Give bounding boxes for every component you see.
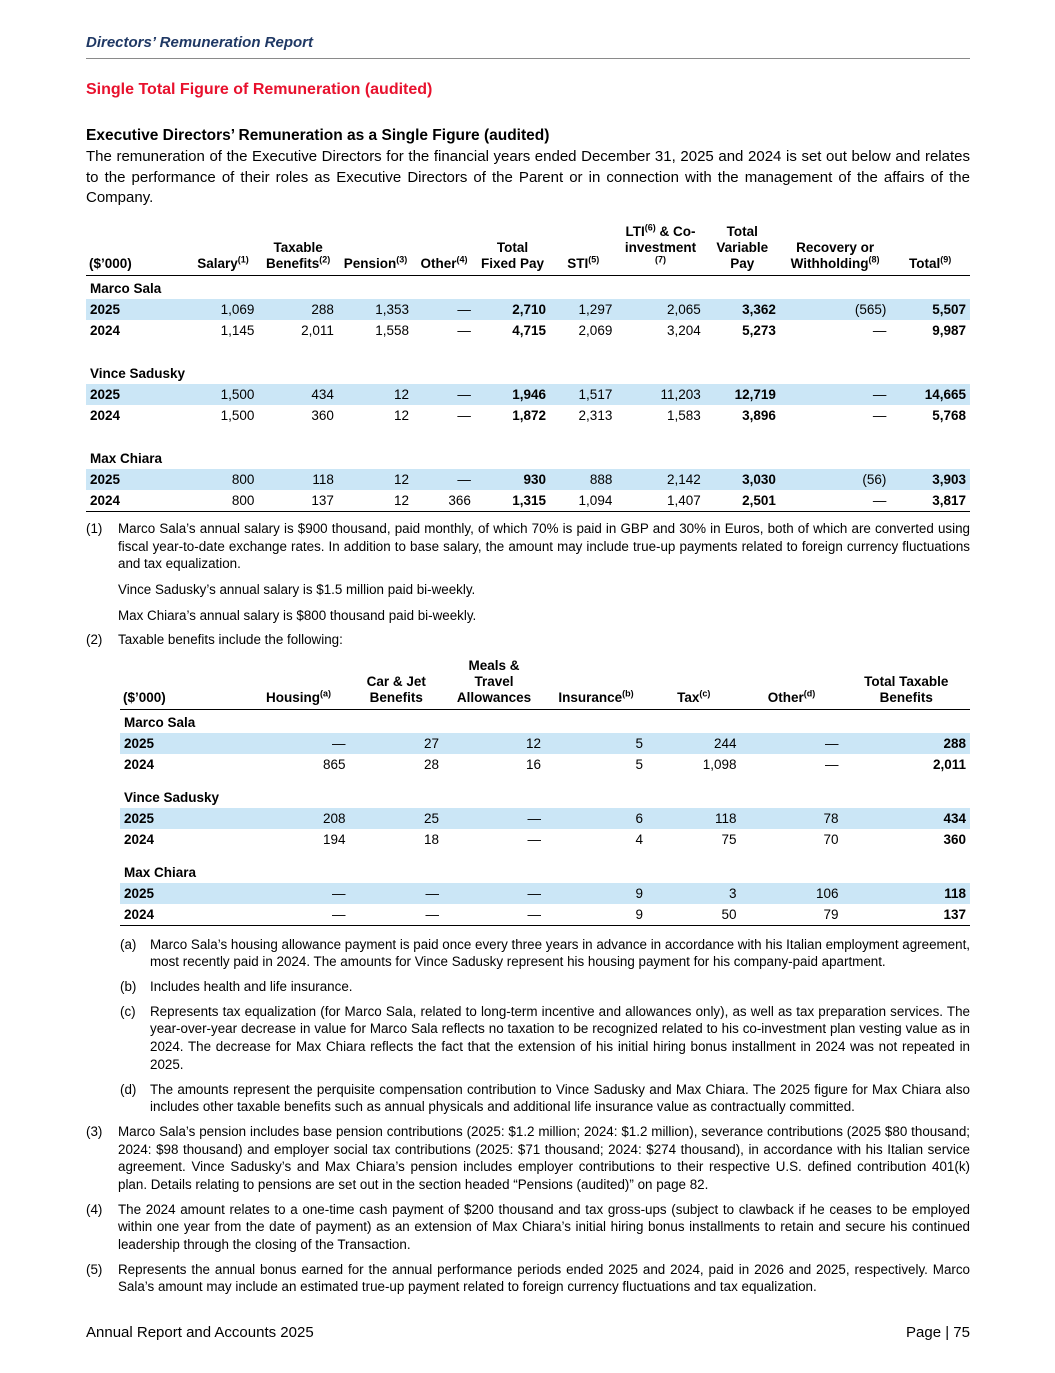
year-cell: 2025: [124, 735, 155, 751]
value-cell: 12: [525, 735, 541, 751]
value-cell: 12: [394, 492, 410, 508]
value-cell: 14,665: [924, 386, 966, 402]
value-cell: 2,065: [666, 301, 701, 317]
footnote: [86, 631, 970, 649]
year-cell: 2024: [90, 492, 121, 508]
section-title: Single Total Figure of Remuneration (audited): [86, 81, 433, 98]
table-row: [120, 883, 970, 904]
value-cell: —: [872, 492, 887, 508]
footnote: [120, 936, 970, 971]
footnote-text: Marco Sala’s pension includes base pension contributions (2025: $1.2 million; 2024: $1.2 million), severance contributions (2025 $80 thousand; 2024: $98 thousand) and employer social tax contributions (2025: $71 thousand; 2024: $274 thousand), in accordance with his Italian service agreement. Vince Sadusky’s and Max Chiara’s pension includes employer contributions to their respective U.S. defined contribution 401(k) plan. Details relating to pensions are set out in the section headed “Pensions (audited)” on page 82.: [118, 1123, 970, 1192]
value-cell: 1,297: [578, 301, 613, 317]
footer-report-name: Annual Report and Accounts 2025: [86, 1324, 314, 1342]
director-name-row: [120, 785, 970, 808]
value-cell: 4,715: [512, 322, 547, 338]
footnote: [120, 978, 970, 996]
year-cell: 2024: [90, 322, 121, 338]
spacer-row: [120, 850, 970, 860]
director-name: Marco Sala: [124, 714, 196, 730]
value-cell: 79: [823, 906, 839, 922]
value-cell: 2,501: [742, 492, 776, 508]
column-header: Other$^{(4)}$: [420, 254, 468, 271]
value-cell: 1,098: [702, 756, 737, 772]
value-cell: —: [825, 756, 839, 772]
taxable-benefits-table-body: [120, 709, 970, 925]
value-cell: 1,094: [578, 492, 613, 508]
table-row: [86, 469, 970, 490]
footnote-label: (d): [120, 1081, 137, 1097]
value-cell: 3,817: [932, 492, 966, 508]
column-header: Car & Jet Benefits: [366, 673, 426, 705]
page-footer: [86, 1324, 970, 1341]
value-cell: 28: [423, 756, 439, 772]
director-name: Vince Sadusky: [124, 789, 220, 805]
year-cell: 2024: [124, 756, 155, 772]
value-cell: 11,203: [660, 386, 701, 402]
column-header: Salary$^{(1)}$: [197, 254, 249, 271]
footnote: [120, 1003, 970, 1074]
value-cell: —: [332, 906, 346, 922]
year-cell: 2025: [124, 810, 155, 826]
footnote-label: (a): [120, 936, 137, 952]
value-cell: —: [332, 885, 346, 901]
column-header: ($’000): [123, 689, 166, 705]
value-cell: 1,872: [512, 407, 547, 423]
value-cell: 12: [394, 386, 410, 402]
value-cell: 208: [322, 810, 346, 826]
value-cell: —: [825, 735, 839, 751]
value-cell: —: [457, 386, 471, 402]
value-cell: 1,517: [578, 386, 613, 402]
value-cell: 1,069: [220, 301, 255, 317]
value-cell: 18: [423, 831, 439, 847]
value-cell: 865: [322, 756, 346, 772]
value-cell: 1,946: [512, 386, 547, 402]
value-cell: 137: [311, 492, 334, 508]
footnote-label: (b): [120, 979, 137, 995]
footnote-text: Includes health and life insurance.: [150, 979, 353, 995]
value-cell: 75: [721, 831, 737, 847]
value-cell: 1,353: [375, 301, 410, 317]
value-cell: —: [527, 906, 541, 922]
column-header: Recovery or Withholding$^{(8)}$: [790, 239, 880, 271]
value-cell: 3,204: [666, 322, 701, 338]
year-cell: 2024: [90, 407, 121, 423]
value-cell: 3,030: [742, 471, 776, 487]
value-cell: —: [527, 810, 541, 826]
value-cell: 288: [311, 301, 334, 317]
column-header: Taxable Benefits$^{(2)}$: [266, 239, 331, 271]
value-cell: —: [425, 906, 439, 922]
year-cell: 2024: [124, 831, 155, 847]
value-cell: 118: [312, 471, 334, 487]
value-cell: (56): [862, 471, 887, 487]
column-header: ($’000): [89, 255, 132, 271]
subsection-title: Executive Directors’ Remuneration as a Single Figure (audited): [86, 127, 550, 144]
column-header: Housing$^{(a)}$: [266, 688, 331, 705]
footnote-text: Represents tax equalization (for Marco Sala, related to long-term incentive and allowances only), as well as tax preparation services. The year-over-year decrease in value for Marco Sala reflects no taxation to be recognized related to his co-investment plan vesting value as in 2024. The decrease for Max Chiara reflects the fact that the extension of his initial hiring bonus installment in 2024 was not repeated in 2025.: [150, 1003, 970, 1072]
remuneration-table-body: [86, 275, 970, 511]
value-cell: 930: [523, 471, 547, 487]
spacer-row: [86, 341, 970, 361]
footnote-text: The 2024 amount relates to a one-time cash payment of $200 thousand and tax gross-ups (subject to clawback if he ceases to be employed within one year from the date of payment) as an extension of Max Chiara’s initial hiring bonus installments to retain and secure his continued leadership through the closing of the Transaction.: [118, 1201, 970, 1253]
table-row: [86, 384, 970, 405]
column-header: Total$^{(9)}$: [909, 254, 952, 271]
taxable-benefits-table: [120, 657, 970, 926]
value-cell: 4: [635, 831, 643, 847]
value-cell: 78: [823, 810, 839, 826]
footnote: [86, 1201, 970, 1254]
year-cell: 2025: [90, 386, 121, 402]
report-header-title: Directors’ Remuneration Report: [86, 34, 313, 51]
value-cell: 1,500: [220, 386, 255, 402]
value-cell: 12,719: [734, 386, 776, 402]
remuneration-table: [86, 223, 970, 512]
value-cell: 50: [721, 906, 737, 922]
value-cell: 288: [943, 735, 966, 751]
table-row: [120, 808, 970, 829]
report-header: [86, 34, 970, 59]
value-cell: 27: [423, 735, 439, 751]
column-header: Total Fixed Pay: [480, 239, 544, 271]
value-cell: 1,558: [375, 322, 410, 338]
value-cell: 137: [943, 906, 966, 922]
value-cell: 1,407: [666, 492, 701, 508]
value-cell: —: [527, 885, 541, 901]
director-name-row: [86, 446, 970, 469]
footnotes-lettered: [120, 936, 970, 1116]
intro-paragraph: The remuneration of the Executive Directors for the financial years ended December 31, 2025 and 2024 is set out below and relates to the performance of their roles as Executive Directors of the Parent or in connection with the management of the affairs of the Company.: [86, 148, 970, 207]
table-row: [120, 754, 970, 775]
value-cell: 360: [943, 831, 966, 847]
footnote-label: (4): [86, 1201, 103, 1217]
value-cell: 3,896: [742, 407, 776, 423]
value-cell: —: [872, 407, 887, 423]
value-cell: —: [457, 301, 471, 317]
value-cell: 2,011: [301, 322, 334, 338]
table-row: [120, 733, 970, 754]
value-cell: 2,011: [932, 756, 966, 772]
page-number: Page | 75: [906, 1324, 970, 1342]
value-cell: 3: [728, 885, 737, 901]
director-name-row: [86, 275, 970, 299]
remuneration-table-header: [86, 223, 970, 275]
column-header: Insurance$^{(b)}$: [558, 688, 634, 705]
value-cell: 5: [635, 735, 643, 751]
footnote-label: (2): [86, 632, 103, 648]
footnote-label: (5): [86, 1261, 103, 1277]
value-cell: 9: [635, 885, 643, 901]
value-cell: 360: [311, 407, 334, 423]
value-cell: 800: [231, 471, 255, 487]
value-cell: 106: [815, 885, 839, 901]
column-header: LTI$^{(6)}$ & Co- investment $^{(7)}$: [624, 222, 697, 265]
director-name-row: [120, 709, 970, 733]
table-row: [86, 490, 970, 512]
value-cell: 5: [635, 756, 643, 772]
column-header: Total Variable Pay: [716, 224, 769, 271]
value-cell: —: [872, 386, 887, 402]
value-cell: 2,710: [512, 301, 547, 317]
footnote: [86, 1123, 970, 1194]
director-name-row: [86, 361, 970, 384]
director-name: Vince Sadusky: [90, 365, 186, 381]
table-row: [86, 320, 970, 341]
footnote: [86, 1261, 970, 1296]
year-cell: 2024: [124, 906, 155, 922]
table-row: [86, 299, 970, 320]
footnotes-group-2: [86, 1123, 970, 1296]
director-name: Marco Sala: [90, 280, 162, 296]
value-cell: 194: [322, 831, 346, 847]
value-cell: 2,142: [666, 471, 701, 487]
footnote-text: The amounts represent the perquisite compensation contribution to Vince Sadusky and Max Chiara. The 2025 figure for Max Chiara also includes other taxable benefits such as annual physicals and additional life insurance value as contractually committed.: [150, 1081, 970, 1115]
value-cell: 5,273: [742, 322, 776, 338]
column-header: Meals & Travel Allowances: [456, 657, 532, 705]
footnote: [120, 1081, 970, 1116]
table-row: [120, 829, 970, 850]
value-cell: —: [457, 322, 471, 338]
column-header: Tax$^{(c)}$: [677, 688, 711, 705]
value-cell: 1,145: [220, 322, 255, 338]
value-cell: —: [872, 322, 887, 338]
spacer-row: [120, 775, 970, 785]
director-name: Max Chiara: [124, 864, 197, 880]
value-cell: 3,362: [742, 301, 776, 317]
column-header: STI$^{(5)}$: [567, 254, 600, 271]
year-cell: 2025: [124, 885, 155, 901]
value-cell: 366: [448, 492, 471, 508]
footnote-text: Marco Sala’s annual salary is $900 thousand, paid monthly, of which 70% is paid in GBP and 30% in Euros, both of which are converted using fiscal year-to-date exchange rates. In addition to base salary, the amount may include true-up payments related to foreign currency fluctuations and tax equalization. Vince Sadusky’s annual salary is $1.5 million paid bi-weekly. Max Chiara’s annual salary is $800 thousand paid bi-weekly.: [118, 520, 970, 623]
footnotes-group-1: [86, 520, 970, 649]
footnote-text: Represents the annual bonus earned for the annual performance periods ended 2025 and 2024, paid in 2026 and 2025, respectively. Marco Sala’s amount may include an estimated true-up payment related to foreign currency fluctuations and tax equalization.: [118, 1261, 970, 1295]
director-name-row: [120, 860, 970, 883]
value-cell: 12: [394, 407, 410, 423]
value-cell: 118: [944, 885, 966, 901]
column-header: Other$^{(d)}$: [767, 688, 816, 705]
value-cell: 244: [713, 735, 737, 751]
spacer-row: [86, 426, 970, 446]
header-row: [120, 657, 970, 709]
footnote-label: (c): [120, 1003, 136, 1019]
footnote-label: (3): [86, 1123, 103, 1139]
footnote-label: (1): [86, 520, 103, 536]
footnote-text: Taxable benefits include the following:: [118, 632, 343, 648]
value-cell: (565): [854, 301, 887, 317]
value-cell: 3,903: [932, 471, 966, 487]
column-header: Pension$^{(3)}$: [343, 254, 408, 271]
column-header: Total Taxable Benefits: [864, 673, 949, 705]
value-cell: 118: [714, 810, 737, 826]
value-cell: —: [332, 735, 346, 751]
taxable-benefits-table-header: [120, 657, 970, 709]
footnote-text: Marco Sala’s housing allowance payment is paid once every three years in advance in accordance with his Italian employment agreement, most recently paid in 2024. The amounts for Vince Sadusky represent his housing payment for his company-paid apartment.: [150, 936, 971, 970]
value-cell: 16: [525, 756, 541, 772]
value-cell: 434: [311, 386, 334, 402]
value-cell: 1,315: [512, 492, 547, 508]
table-row: [86, 405, 970, 426]
value-cell: 1,500: [220, 407, 255, 423]
director-name: Max Chiara: [90, 450, 163, 466]
value-cell: 5,507: [932, 301, 966, 317]
value-cell: 434: [943, 810, 966, 826]
value-cell: 2,313: [578, 407, 613, 423]
header-row: [86, 223, 970, 275]
value-cell: 6: [635, 810, 643, 826]
footnote: [86, 520, 970, 624]
table-row: [120, 904, 970, 926]
year-cell: 2025: [90, 301, 121, 317]
value-cell: —: [425, 885, 439, 901]
value-cell: 888: [589, 471, 613, 487]
value-cell: 9,987: [932, 322, 966, 338]
value-cell: 12: [394, 471, 410, 487]
value-cell: —: [457, 407, 471, 423]
value-cell: 1,583: [666, 407, 701, 423]
value-cell: 25: [423, 810, 439, 826]
value-cell: 5,768: [932, 407, 966, 423]
value-cell: 70: [823, 831, 839, 847]
value-cell: 800: [231, 492, 255, 508]
year-cell: 2025: [90, 471, 121, 487]
value-cell: —: [457, 471, 471, 487]
value-cell: 9: [635, 906, 643, 922]
value-cell: 2,069: [578, 322, 613, 338]
value-cell: —: [527, 831, 541, 847]
